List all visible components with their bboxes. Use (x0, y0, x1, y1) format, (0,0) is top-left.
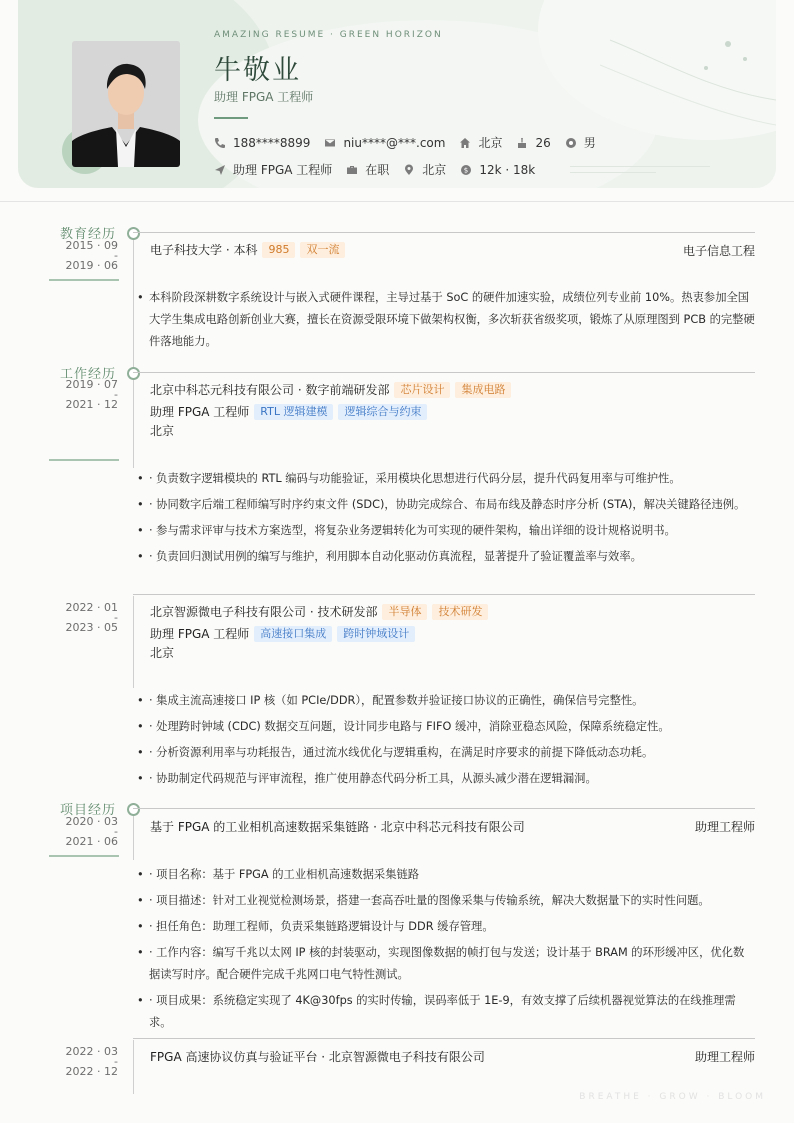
project-bullets (137, 864, 755, 1038)
work-bullets (137, 468, 755, 572)
intent-status-value: 在职 (365, 163, 390, 177)
company-title (150, 381, 511, 398)
list-item: • · 项目成果：系统稳定实现了 4K@30fps 的实时传输，误码率低于 1E-9，有效支撑了后续机器视觉算法的在线推理需求。 (137, 990, 755, 1034)
list-item: • · 分析资源利用率与功耗报告，通过流水线优化与逻辑重构，在满足时序要求的前提下降低动态功耗。 (137, 742, 755, 764)
intent-city (403, 161, 446, 178)
date-separator: - (114, 1055, 118, 1068)
decorative-line (570, 166, 710, 167)
home-icon (459, 137, 471, 149)
project-role: 助理工程师 (694, 1050, 755, 1064)
list-item: • · 项目描述：针对工业视觉检测场景，搭建一套高吞吐量的图像采集与传输系统，解决大数据量下的实时性问题。 (137, 890, 755, 912)
decorative-dot (743, 57, 747, 61)
email-value: niu****@***.com (343, 135, 446, 150)
date-separator: - (114, 388, 118, 401)
project-date (44, 817, 118, 847)
avatar (72, 41, 180, 167)
intent-city-value: 北京 (422, 163, 447, 177)
list-item: • · 工作内容：编写千兆以太网 IP 核的封装驱动，实现图像数据的帧打包与发送；设计基于 BRAM 的环形缓冲区，优化数据读写时序。配合硬件完成千兆网口电气特性测试。 (137, 942, 755, 986)
home-value: 北京 (478, 136, 503, 150)
send-icon (214, 164, 226, 176)
list-item: • · 协助制定代码规范与评审流程，推广使用静态代码分析工具，从源头减少潜在逻辑漏洞。 (137, 768, 755, 790)
resume-kicker: AMAZING RESUME · GREEN HORIZON (214, 30, 443, 40)
list-item: • · 负责回归测试用例的编写与维护，利用脚本自动化驱动仿真流程，显著提升了验证覆盖率与效率。 (137, 546, 755, 568)
contact-phone (214, 136, 310, 150)
project-name: 基于 FPGA 的工业相机高速数据采集链路 · 北京中科芯元科技有限公司 (150, 820, 525, 834)
date-start: 2022 · 01 (65, 601, 118, 614)
date-start: 2015 · 09 (65, 239, 118, 252)
section-underline (49, 855, 119, 857)
tag: 集成电路 (455, 382, 511, 398)
date-end: 2021 · 06 (65, 835, 118, 848)
decorative-curves (600, 20, 776, 140)
date-start: 2019 · 07 (65, 378, 118, 391)
contact-email (324, 136, 445, 150)
entry-rule (133, 808, 755, 809)
work-date (44, 603, 118, 633)
list-item: • · 协同数字后端工程师编写时序约束文件 (SDC)，协助完成综合、布局布线及静态时序分析 (STA)，解决关键路径违例。 (137, 494, 755, 516)
tag: 逻辑综合与约束 (338, 404, 427, 420)
position-line (150, 403, 427, 420)
decorative-dot (704, 66, 708, 70)
intent-salary (460, 163, 535, 177)
contact-age (516, 136, 550, 150)
tag: 技术研发 (432, 604, 488, 620)
intent-position (214, 161, 332, 178)
tag: RTL 逻辑建模 (254, 404, 333, 420)
position-name: 助理 FPGA 工程师 (150, 627, 250, 641)
section-underline (49, 459, 119, 461)
tag: 高速接口集成 (254, 626, 332, 642)
date-end: 2021 · 12 (65, 398, 118, 411)
tag: 985 (262, 242, 295, 258)
company-title (150, 603, 488, 620)
project-role: 助理工程师 (694, 820, 755, 834)
tag: 芯片设计 (394, 382, 450, 398)
svg-text:$: $ (464, 166, 469, 174)
tag: 跨时钟域设计 (337, 626, 415, 642)
date-end: 2023 · 05 (65, 621, 118, 634)
decorative-line (570, 172, 656, 173)
section-title-education: 教育经历 (59, 227, 116, 242)
list-item: • · 项目名称：基于 FPGA 的工业相机高速数据采集链路 (137, 864, 755, 886)
position-line (150, 625, 415, 642)
location-pin-icon (403, 164, 415, 176)
intent-salary-value: 12k · 18k (479, 162, 536, 177)
list-item: • · 参与需求评审与技术方案选型，将复杂业务逻辑转化为可实现的硬件架构，输出详细的设计规格说明书。 (137, 520, 755, 542)
intent-row (214, 161, 549, 178)
phone-value: 188****8899 (233, 135, 311, 150)
work-date (44, 380, 118, 410)
section-title-work: 工作经历 (59, 367, 116, 382)
contact-gender (565, 134, 596, 151)
major: 电子信息工程 (682, 244, 755, 258)
date-end: 2019 · 06 (65, 259, 118, 272)
briefcase-icon (346, 164, 358, 176)
entry-rule (133, 372, 755, 373)
list-item: • · 担任角色：助理工程师，负责采集链路逻辑设计与 DDR 缓存管理。 (137, 916, 755, 938)
money-icon (460, 164, 472, 176)
name-underline (214, 117, 248, 119)
entry-rule (133, 594, 755, 595)
date-separator: - (114, 249, 118, 262)
intent-status (346, 161, 389, 178)
project-name: FPGA 高速协议仿真与验证平台 · 北京智源微电子科技有限公司 (150, 1050, 485, 1064)
timeline-line (133, 1040, 134, 1094)
education-title (150, 241, 345, 258)
work-city: 北京 (150, 424, 175, 438)
project-date (44, 1047, 118, 1077)
candidate-name: 牛敬业 (214, 55, 301, 86)
date-start: 2020 · 03 (65, 815, 118, 828)
list-item: • 本科阶段深耕数字系统设计与嵌入式硬件课程，主导过基于 SoC 的硬件加速实验，成绩位列专业前 10%。热衷参加全国大学生集成电路创新创业大赛，擅长在资源受限环境下做架构权衡，多次斩获省级奖项，锻炼了从原理图到 PCB 的完整硬件落地能力。 (137, 287, 755, 353)
date-separator: - (114, 825, 118, 838)
company-name: 北京中科芯元科技有限公司 · 数字前端研发部 (150, 383, 390, 397)
target-role: 助理 FPGA 工程师 (214, 90, 314, 104)
entry-rule (133, 1038, 755, 1039)
position-name: 助理 FPGA 工程师 (150, 405, 250, 419)
section-title-projects: 项目经历 (59, 803, 116, 818)
timeline-line (133, 596, 134, 688)
date-separator: - (114, 611, 118, 624)
gender-icon (565, 137, 577, 149)
gender-value: 男 (583, 136, 596, 150)
email-icon (324, 137, 336, 149)
entry-rule (133, 232, 755, 233)
work-bullets (137, 690, 755, 794)
company-name: 北京智源微电子科技有限公司 · 技术研发部 (150, 605, 378, 619)
list-item: • · 负责数字逻辑模块的 RTL 编码与功能验证，采用模块化思想进行代码分层，提升代码复用率与可维护性。 (137, 468, 755, 490)
education-date (44, 241, 118, 271)
contact-home (459, 134, 502, 151)
school-name: 电子科技大学 · 本科 (150, 243, 258, 257)
birthday-cake-icon (516, 137, 528, 149)
list-item: • · 集成主流高速接口 IP 核（如 PCIe/DDR），配置参数并验证接口协议的正确性，确保信号完整性。 (137, 690, 755, 712)
phone-icon (214, 137, 226, 149)
education-bullets (137, 287, 755, 357)
tag: 双一流 (300, 242, 345, 258)
timeline-line (133, 232, 134, 468)
date-start: 2022 · 03 (65, 1045, 118, 1058)
footer-motto: BREATHE · GROW · BLOOM (579, 1092, 766, 1102)
section-underline (49, 279, 119, 281)
timeline-node (127, 227, 140, 240)
date-end: 2022 · 12 (65, 1065, 118, 1078)
intent-position-value: 助理 FPGA 工程师 (233, 163, 333, 177)
decorative-dot (725, 41, 731, 47)
header-divider (0, 201, 794, 202)
tag: 半导体 (382, 604, 427, 620)
age-value: 26 (535, 135, 551, 150)
timeline-node (127, 367, 140, 380)
work-city: 北京 (150, 646, 175, 660)
contact-row (214, 134, 610, 151)
timeline-node (127, 803, 140, 816)
list-item: • · 处理跨时钟域 (CDC) 数据交互问题，设计同步电路与 FIFO 缓冲，消除亚稳态风险，保障系统稳定性。 (137, 716, 755, 738)
